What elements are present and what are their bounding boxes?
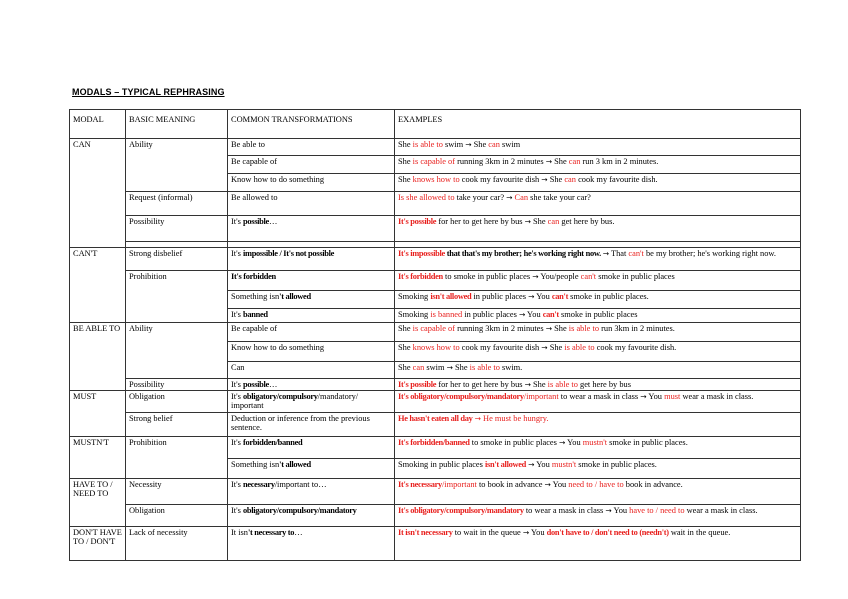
example-cell: She knows how to cook my favourite dish → She can cook my favourite dish.	[395, 174, 801, 192]
arrow-icon: →	[474, 413, 481, 423]
header-basic-meaning: BASIC MEANING	[126, 110, 228, 139]
transform-cell: It's possible…	[228, 216, 395, 242]
arrow-icon: →	[465, 140, 472, 149]
meaning-cell: Lack of necessity	[126, 526, 228, 560]
arrow-icon: →	[559, 437, 566, 447]
arrow-icon: →	[524, 380, 531, 389]
arrow-icon: →	[640, 391, 647, 401]
example-cell: It's obligatory/compulsory/mandatory/important to wear a mask in class → You must wear a mask in class.	[395, 390, 801, 412]
table-row	[70, 216, 801, 242]
example-cell: It's impossible that that's my brother; he's working right now. → That can't be my brother; he's working right now.	[395, 248, 801, 271]
meaning-cell: Obligation	[126, 390, 228, 412]
arrow-icon: →	[446, 363, 453, 372]
arrow-icon: →	[602, 249, 610, 258]
transform-cell: Can	[228, 362, 395, 379]
transform-cell: It's forbidden/banned	[228, 436, 395, 458]
example-cell: Smoking is banned in public places → You can't smoke in public places	[395, 309, 801, 323]
transform-cell: It isn't necessary to…	[228, 526, 395, 560]
transform-cell: Be capable of	[228, 156, 395, 174]
example-cell: Smoking in public places isn't allowed → You mustn't smoke in public places.	[395, 458, 801, 478]
modal-cell: MUST	[70, 390, 126, 436]
example-cell: She is capable of running 3km in 2 minutes → She is able to run 3km in 2 minutes.	[395, 323, 801, 342]
table-row	[70, 390, 801, 412]
meaning-cell: Ability	[126, 323, 228, 379]
arrow-icon: →	[545, 324, 553, 333]
table-row	[70, 139, 801, 156]
arrow-icon: →	[528, 292, 535, 301]
arrow-icon: →	[518, 310, 526, 319]
transform-cell: Something isn't allowed	[228, 291, 395, 309]
meaning-cell: Strong belief	[126, 412, 228, 436]
arrow-icon: →	[522, 527, 530, 537]
table-row	[70, 379, 801, 391]
table-row	[70, 271, 801, 291]
meaning-cell: Possibility	[126, 216, 228, 242]
table-row	[70, 248, 801, 271]
meaning-cell: Ability	[126, 139, 228, 192]
arrow-icon: →	[524, 217, 531, 226]
table-row	[70, 478, 801, 504]
example-cell: She can swim → She is able to swim.	[395, 362, 801, 379]
transform-cell: It's forbidden	[228, 271, 395, 291]
arrow-icon: →	[528, 459, 535, 469]
example-cell: She is capable of running 3km in 2 minutes → She can run 3 km in 2 minutes.	[395, 156, 801, 174]
transform-cell: Be able to	[228, 139, 395, 156]
example-cell: It isn't necessary to wait in the queue → You don't have to / don't need to (needn't) wait in the queue.	[395, 526, 801, 560]
table-row	[70, 436, 801, 458]
arrow-icon: →	[506, 193, 513, 202]
transform-cell: Know how to do something	[228, 342, 395, 362]
header-modal: MODAL	[70, 110, 126, 139]
transform-cell: It's necessary/important to…	[228, 478, 395, 504]
example-cell: It's possible for her to get here by bus → She is able to get here by bus	[395, 379, 801, 391]
transform-cell: Be capable of	[228, 323, 395, 342]
transform-cell: It's possible…	[228, 379, 395, 391]
example-cell: It's forbidden to smoke in public places → You/people can't smoke in public places	[395, 271, 801, 291]
table-row	[70, 526, 801, 560]
example-cell: Is she allowed to take your car? → Can she take your car?	[395, 192, 801, 216]
header-common-transformations: COMMON TRANSFORMATIONS	[228, 110, 395, 139]
meaning-cell: Strong disbelief	[126, 248, 228, 271]
modals-table	[69, 109, 801, 561]
meaning-cell: Request (informal)	[126, 192, 228, 216]
meaning-cell: Prohibition	[126, 436, 228, 478]
table-row	[70, 192, 801, 216]
arrow-icon: →	[605, 505, 612, 515]
arrow-icon: →	[532, 272, 539, 281]
table-header-row	[70, 110, 801, 139]
header-examples: EXAMPLES	[395, 110, 801, 139]
modal-cell: CAN	[70, 139, 126, 248]
table-row	[70, 323, 801, 342]
example-cell: She knows how to cook my favourite dish → She is able to cook my favourite dish.	[395, 342, 801, 362]
example-cell: She is able to swim → She can swim	[395, 139, 801, 156]
example-cell: Smoking isn't allowed in public places → You can't smoke in public places.	[395, 291, 801, 309]
table-row	[70, 504, 801, 526]
modal-cell: HAVE TO / NEED TO	[70, 478, 126, 526]
transform-cell: It's impossible / It's not possible	[228, 248, 395, 271]
modal-cell: CAN'T	[70, 248, 126, 323]
transform-cell: It's obligatory/compulsory/mandatory	[228, 504, 395, 526]
meaning-cell: Possibility	[126, 379, 228, 391]
arrow-icon: →	[541, 343, 548, 352]
arrow-icon: →	[541, 175, 548, 184]
example-cell: It's necessary/important to book in advance → You need to / have to book in advance.	[395, 478, 801, 504]
page-title: MODALS – TYPICAL REPHRASING	[72, 87, 225, 97]
transform-cell: Be allowed to	[228, 192, 395, 216]
meaning-cell: Necessity	[126, 478, 228, 504]
example-cell: It's obligatory/compulsory/mandatory to wear a mask in class → You have to / need to wear a mask in class.	[395, 504, 801, 526]
modal-cell: BE ABLE TO	[70, 323, 126, 391]
meaning-cell: Prohibition	[126, 271, 228, 323]
modal-cell: DON'T HAVE TO / DON'T	[70, 526, 126, 560]
transform-cell: Deduction or inference from the previous sentence.	[228, 412, 395, 436]
arrow-icon: →	[544, 479, 551, 489]
table-row	[70, 412, 801, 436]
transform-cell: It's banned	[228, 309, 395, 323]
arrow-icon: →	[545, 157, 553, 166]
example-cell: It's forbidden/banned to smoke in public places → You mustn't smoke in public places.	[395, 436, 801, 458]
transform-cell: Something isn't allowed	[228, 458, 395, 478]
example-cell: It's possible for her to get here by bus → She can get here by bus.	[395, 216, 801, 242]
example-cell: He hasn't eaten all day → He must be hungry.	[395, 412, 801, 436]
modal-cell: MUSTN'T	[70, 436, 126, 478]
meaning-cell: Obligation	[126, 504, 228, 526]
transform-cell: Know how to do something	[228, 174, 395, 192]
transform-cell: It's obligatory/compulsory/mandatory/ important	[228, 390, 395, 412]
